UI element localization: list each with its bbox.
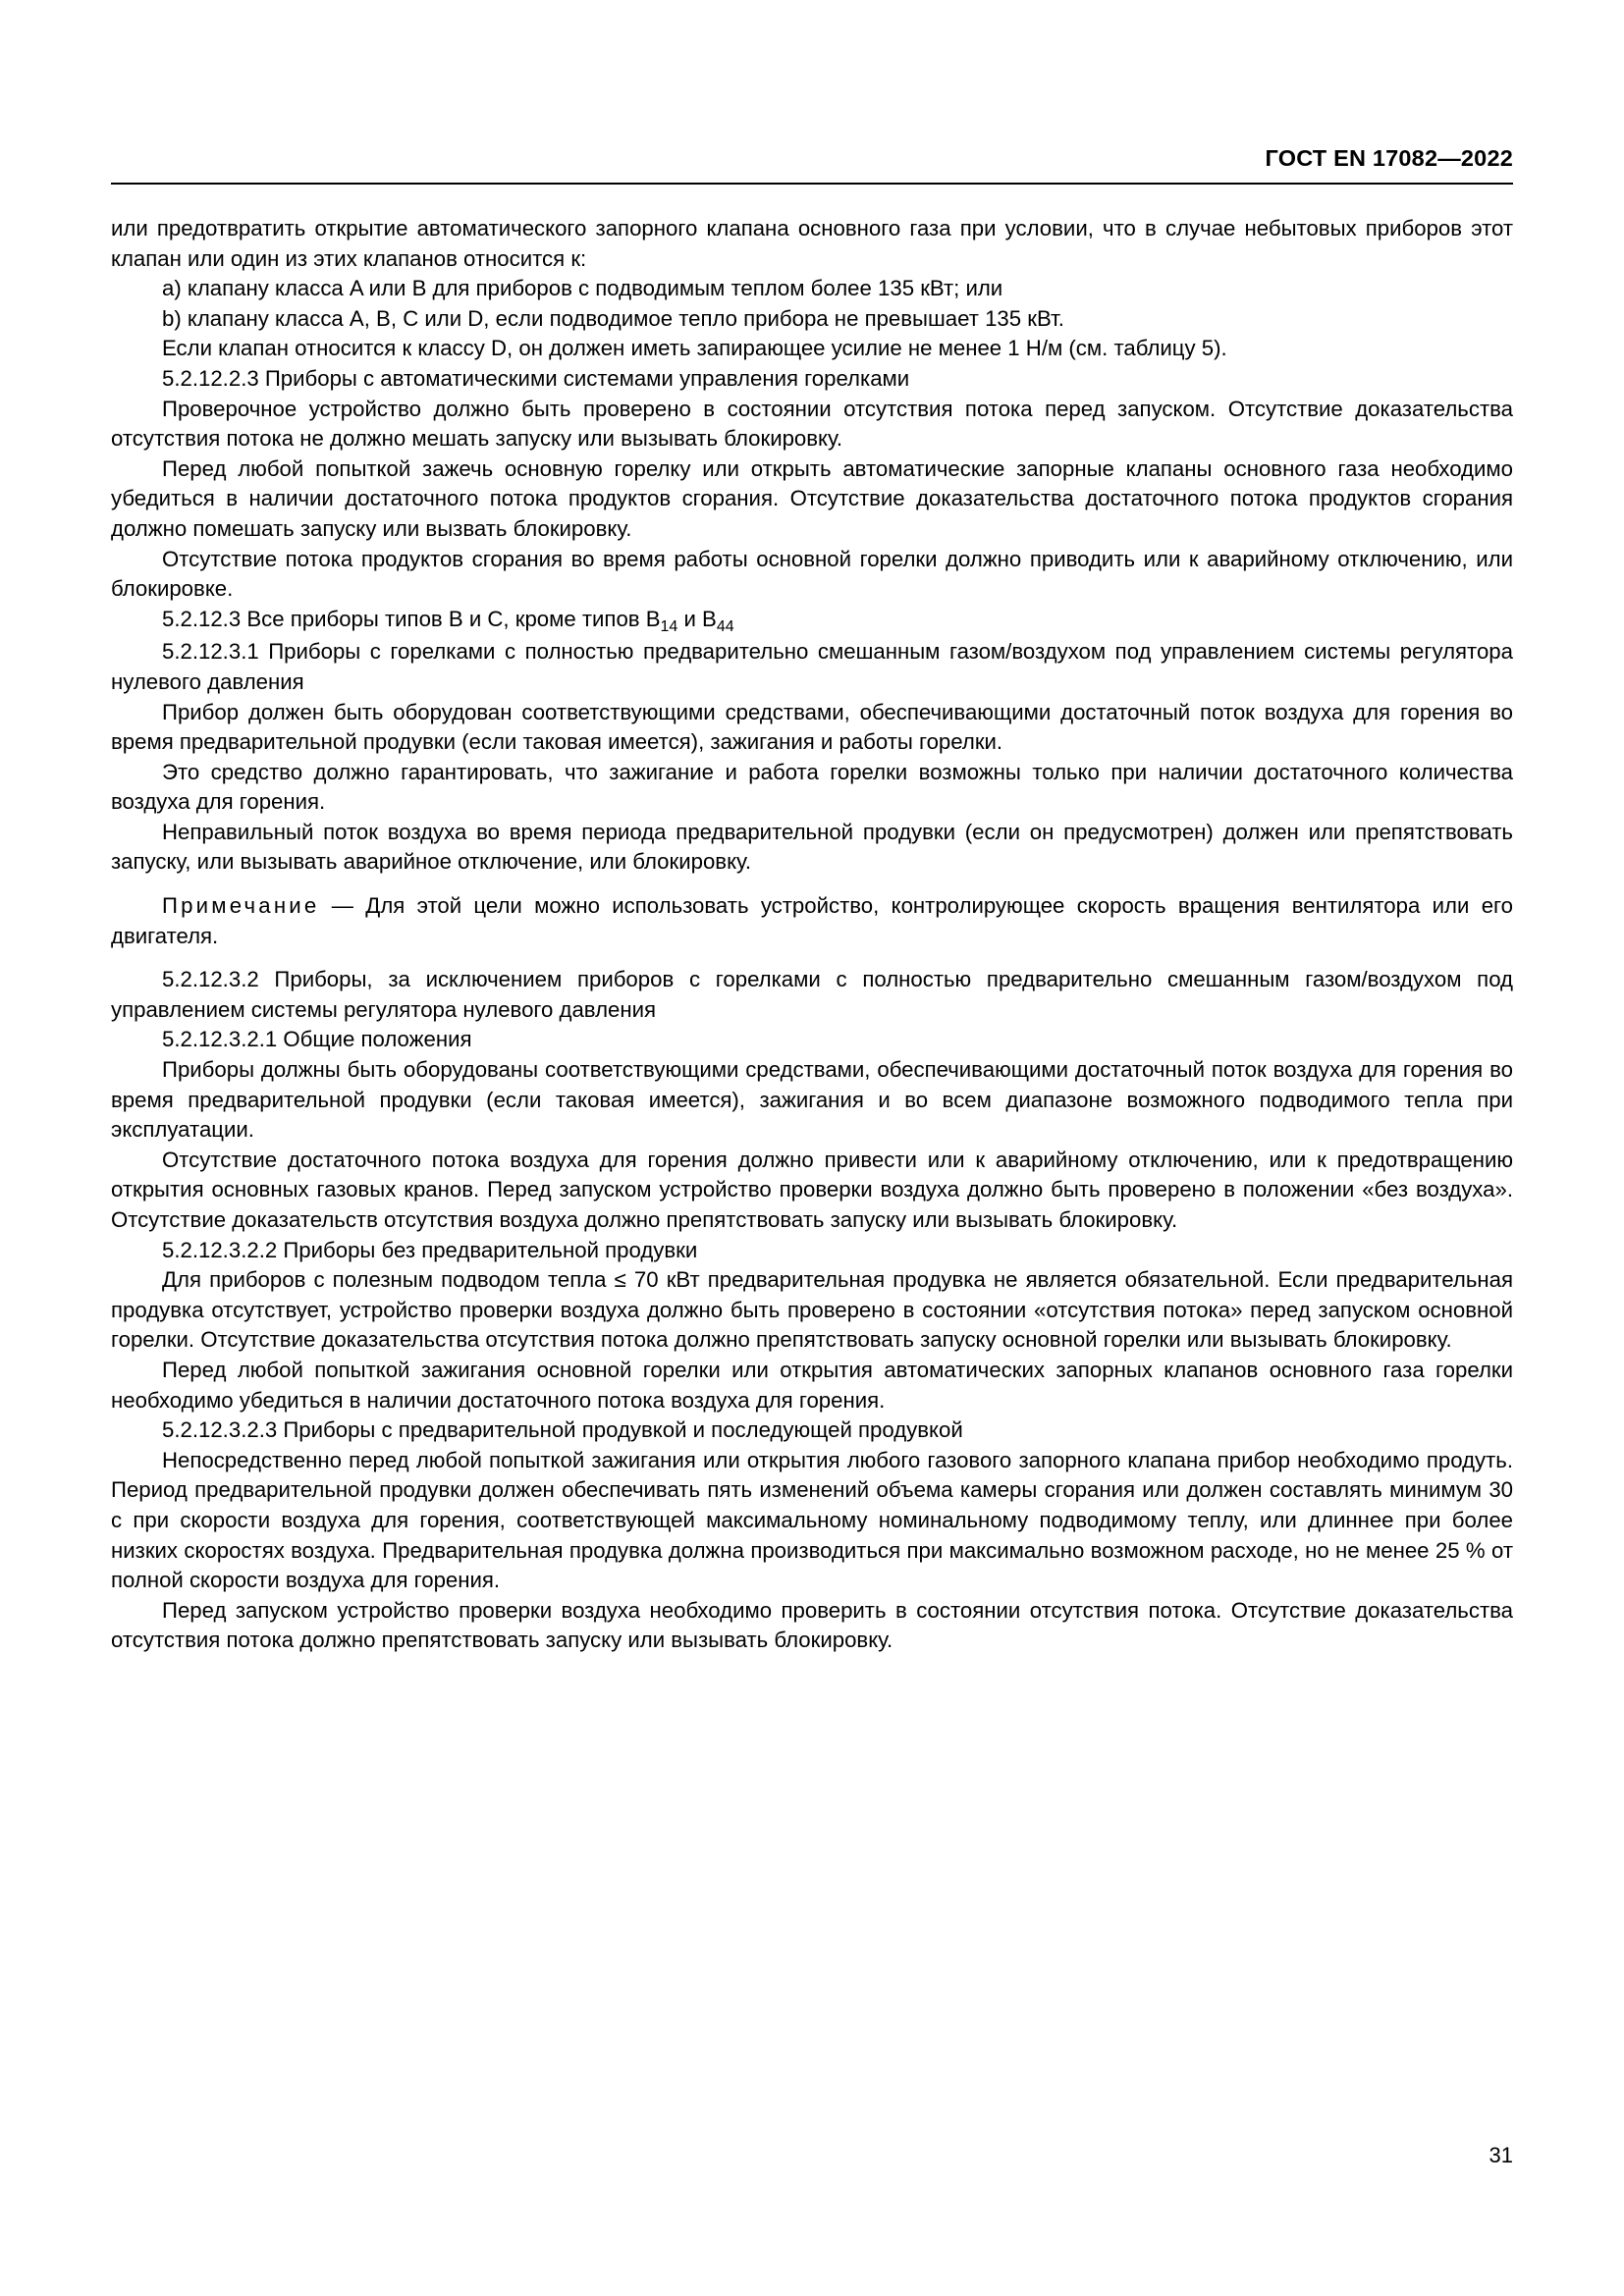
note-dash: —	[319, 893, 366, 919]
paragraph-valve-class-d: Если клапан относится к классу D, он должен иметь запирающее усилие не менее 1 Н/м (см. таблицу 5).	[162, 336, 1227, 361]
clause-5-2-12-3-heading	[111, 605, 1513, 638]
list-item-a: a) клапану класса A или B для приборов с подводимым теплом более 135 кВт; или	[162, 276, 1003, 301]
clause-prefix: 5.2.12.3 Все приборы типов B и C, кроме типов B	[162, 606, 661, 631]
header-divider	[111, 183, 1513, 185]
note-block	[111, 891, 1513, 951]
paragraph-check-device: Проверочное устройство должно быть проверено в состоянии отсутствия потока перед запуском. Отсутствие доказательства отсутствия потока не должно мешать запуску или вызывать блокировку.	[111, 396, 1513, 452]
note-label: Примечание	[162, 893, 320, 919]
paragraph-means-guarantee: Это средство должно гарантировать, что зажигание и работа горелки возможны только при наличии достаточного количества воздуха для горения.	[111, 759, 1513, 815]
page-header-standard-id: ГОСТ EN 17082—2022	[1265, 145, 1513, 171]
paragraph-before-start-check: Перед запуском устройство проверки воздуха необходимо проверить в состоянии отсутствия потока. Отсутствие доказательства отсутствия потока должно препятствовать запуску или вызывать блокировку.	[111, 1597, 1513, 1653]
clause-5-2-12-3-1-heading: 5.2.12.3.1 Приборы с горелками с полностью предварительно смешанным газом/воздухом под управлением системы регулятора нулевого давления	[111, 639, 1513, 694]
clause-5-2-12-3-2-heading: 5.2.12.3.2 Приборы, за исключением приборов с горелками с полностью предварительно смешанным газом/воздухом под управлением системы регулятора нулевого давления	[111, 967, 1513, 1022]
clause-5-2-12-3-2-1-heading: 5.2.12.3.2.1 Общие положения	[162, 1027, 472, 1052]
paragraph-before-ignition-2: Перед любой попыткой зажигания основной горелки или открытия автоматических запорных клапанов основного газа горелки необходимо убедиться в наличии достаточного потока воздуха для горения.	[111, 1357, 1513, 1413]
document-body	[111, 214, 1513, 1656]
subscript-14: 14	[660, 618, 678, 636]
note-text: Для этой цели можно использовать устройство, контролирующее скорость вращения вентилятора или его двигателя.	[111, 893, 1513, 948]
paragraph-before-ignition: Перед любой попыткой зажечь основную горелку или открыть автоматические запорные клапаны основного газа необходимо убедиться в наличии достаточного потока продуктов сгорания. Отсутствие доказательства достаточного потока продуктов сгорания должно помешать запуску или вызвать блокировку.	[111, 455, 1513, 541]
subscript-44: 44	[716, 618, 734, 636]
paragraph-devices-equipped-2: Приборы должны быть оборудованы соответствующими средствами, обеспечивающими достаточный поток воздуха для горения во время предварительной продувки (если таковая имеется), зажигания и во всем диапазоне возможного подводимого тепла при эксплуатации.	[111, 1057, 1513, 1143]
paragraph-no-prepurge: Для приборов с полезным подводом тепла ≤ 70 кВт предварительная продувка не является обязательной. Если предварительная продувка отсутствует, устройство проверки воздуха должно быть проверено в состоянии «отсутствия потока» перед запуском основной горелки. Отсутствие доказательства отсутствия потока должно препятствовать запуску основной горелки или вызывать блокировку.	[111, 1267, 1513, 1353]
clause-5-2-12-3-2-2-heading: 5.2.12.3.2.2 Приборы без предварительной продувки	[162, 1237, 698, 1262]
list-item-b: b) клапану класса A, B, C или D, если подводимое тепло прибора не превышает 135 кВт.	[162, 305, 1064, 331]
page-number: 31	[1489, 2143, 1513, 2167]
clause-middle: и B	[677, 606, 717, 631]
paragraph-device-equipped: Прибор должен быть оборудован соответствующими средствами, обеспечивающими достаточный поток воздуха для горения во время предварительной продувки (если таковая имеется), зажигания и работы горелки.	[111, 699, 1513, 755]
paragraph-insufficient-air: Отсутствие достаточного потока воздуха для горения должно привести или к аварийному отключению, или к предотвращению открытия основных газовых кранов. Перед запуском устройство проверки воздуха должно быть проверено в положении «без воздуха». Отсутствие доказательств отсутствия воздуха должно препятствовать запуску или вызывать блокировку.	[111, 1147, 1513, 1232]
paragraph-incorrect-airflow: Неправильный поток воздуха во время периода предварительной продувки (если он предусмотрен) должен или препятствовать запуску, или вызывать аварийное отключение, или блокировку.	[111, 819, 1513, 875]
clause-5-2-12-2-3-heading: 5.2.12.2.3 Приборы с автоматическими системами управления горелками	[162, 365, 910, 391]
paragraph-intro: или предотвратить открытие автоматического запорного клапана основного газа при условии, что в случае небытовых приборов этот клапан или один из этих клапанов относится к:	[111, 216, 1513, 271]
paragraph-no-flow-products: Отсутствие потока продуктов сгорания во время работы основной горелки должно приводить или к аварийному отключению, или блокировке.	[111, 546, 1513, 602]
clause-5-2-12-3-2-3-heading: 5.2.12.3.2.3 Приборы с предварительной продувкой и последующей продувкой	[162, 1417, 963, 1443]
paragraph-prepurge-period: Непосредственно перед любой попыткой зажигания или открытия любого газового запорного клапана прибор необходимо продуть. Период предварительной продувки должен обеспечивать пять изменений объема камеры сгорания или должен составлять минимум 30 с при скорости воздуха для горения, соответствующей максимальному номинальному подводимому теплу, или длиннее при более низких скоростях воздуха. Предварительная продувка должна производиться при максимально возможном расходе, но не менее 25 % от полной скорости воздуха для горения.	[111, 1447, 1513, 1593]
